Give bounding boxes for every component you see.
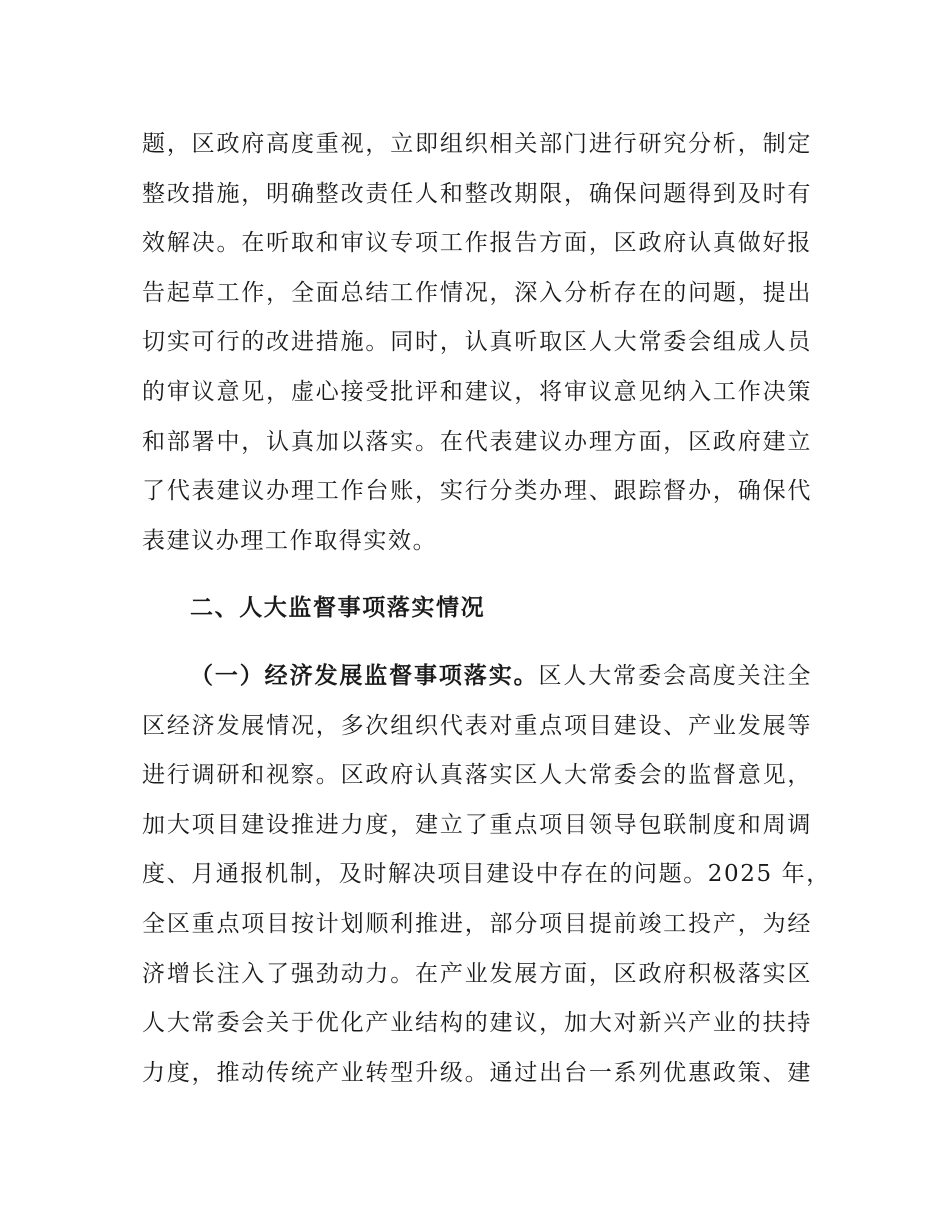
paragraph-spacer — [142, 566, 812, 584]
paragraph-spacer — [142, 634, 812, 652]
text-line: 题，区政府高度重视，立即组织相关部门进行研究分析，制定 — [142, 131, 812, 157]
text-line: 区经济发展情况，多次组织代表对重点项目建设、产业发展等 — [142, 712, 812, 739]
text-line: 整改措施，明确整改责任人和整改期限，确保问题得到及时有 — [142, 180, 812, 207]
text-line: 济增长注入了强劲动力。在产业发展方面，区政府积极落实区 — [142, 960, 812, 987]
text-line: 了代表建议办理工作台账，实行分类办理、跟踪督办，确保代 — [142, 478, 812, 505]
text-line — [142, 652, 812, 702]
text-line: 效解决。在听取和审议专项工作报告方面，区政府认真做好报 — [142, 230, 812, 257]
text-line: 人大常委会关于优化产业结构的建议，加大对新兴产业的扶持 — [142, 1010, 812, 1037]
text-line: 进行调研和视察。区政府认真落实区人大常委会的监督意见， — [142, 762, 812, 789]
text-line: 度、月通报机制，及时解决项目建设中存在的问题。2025 年， — [142, 861, 831, 888]
text-line: 的审议意见，虚心接受批评和建议，将审议意见纳入工作决策 — [142, 378, 812, 405]
text-line: 告起草工作，全面总结工作情况，深入分析存在的问题，提出 — [142, 279, 812, 306]
document-body — [142, 120, 831, 1098]
text-line: 加大项目建设推进力度，建立了重点项目领导包联制度和周调 — [142, 811, 812, 838]
text-line: 表建议办理工作取得实效。 — [142, 527, 438, 554]
paragraph-economic-supervision — [142, 652, 831, 1098]
subsection-lead: （一）经济发展监督事项落实。 — [190, 662, 539, 689]
paragraph-continuation — [142, 120, 812, 566]
text-line: 全区重点项目按计划顺利推进，部分项目提前竣工投产，为经 — [142, 910, 812, 937]
text-line: 和部署中，认真加以落实。在代表建议办理方面，区政府建立 — [142, 428, 812, 455]
text-line: 切实可行的改进措施。同时，认真听取区人大常委会组成人员 — [142, 329, 812, 356]
text-line: 力度，推动传统产业转型升级。通过出台一系列优惠政策、建 — [142, 1059, 812, 1086]
section-heading: 二、人大监督事项落实情况 — [190, 595, 486, 622]
subsection-lead-rest: 区人大常委会高度关注全 — [538, 662, 812, 689]
